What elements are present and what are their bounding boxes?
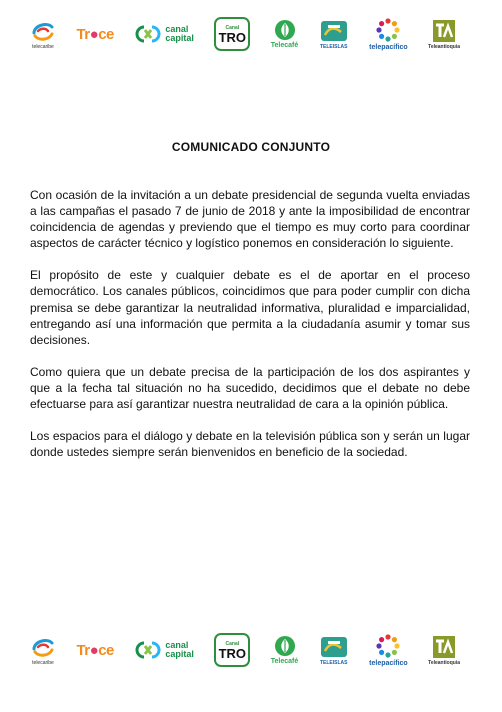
canal-tro-logo bbox=[214, 630, 250, 670]
header-logo-bar bbox=[30, 14, 460, 54]
telecafe-leaf-icon bbox=[274, 19, 296, 41]
canal-capital-line2: capital bbox=[165, 33, 194, 43]
telecafe-leaf-icon bbox=[274, 635, 296, 657]
telecaribe-label: telecaribe bbox=[32, 43, 54, 50]
paragraph: Como quiera que un debate precisa de la participación de los dos aspirantes y que a la fecha tal situación no ha sucedido, decidimos que el debate no debe efectuarse para así garantizar nuestra neutralidad de cara a la opinión pública. bbox=[30, 364, 470, 412]
teleantioquia-label: Teleantioquia bbox=[428, 659, 460, 666]
telepacifico-logo bbox=[369, 14, 408, 54]
teleantioquia-logo bbox=[428, 14, 460, 54]
teleislas-label: TELEISLAS bbox=[319, 43, 348, 50]
telecaribe-logo bbox=[30, 630, 56, 670]
telecafe-label: Telecafé bbox=[270, 658, 299, 665]
canal-capital-line1: canal bbox=[165, 640, 189, 650]
trece-wordmark: Tr●ce bbox=[76, 641, 114, 659]
document-body bbox=[30, 187, 470, 476]
teleantioquia-ta-icon bbox=[432, 635, 456, 659]
canal-capital-logo bbox=[134, 630, 194, 670]
telepacifico-dots-icon bbox=[375, 633, 401, 659]
trece-logo bbox=[76, 14, 113, 54]
canal-capital-line2: capital bbox=[165, 649, 194, 659]
canal-capital-logo bbox=[134, 14, 194, 54]
telecaribe-label: telecaribe bbox=[32, 659, 54, 666]
telecafe-logo bbox=[271, 14, 299, 54]
trece-logo bbox=[76, 630, 113, 670]
telecaribe-swirl-icon bbox=[30, 19, 56, 43]
trece-wordmark: Tr●ce bbox=[76, 25, 114, 43]
trece-o-icon: ● bbox=[89, 641, 99, 659]
teleislas-label: TELEISLAS bbox=[319, 659, 348, 666]
telecaribe-swirl-icon bbox=[30, 635, 56, 659]
telepacifico-label: telepacífico bbox=[369, 660, 408, 667]
trece-o-icon: ● bbox=[89, 25, 99, 43]
canal-capital-cxc-icon bbox=[134, 22, 162, 46]
telepacifico-dots-icon bbox=[375, 17, 401, 43]
telepacifico-logo bbox=[369, 630, 408, 670]
canal-tro-logo bbox=[214, 14, 250, 54]
telepacifico-label: telepacífico bbox=[369, 44, 408, 51]
canal-tro-badge: Canal TRO bbox=[214, 633, 250, 667]
paragraph: Los espacios para el diálogo y debate en la televisión pública son y serán un lugar donde ustedes siempre serán bienvenidos en beneficio de la sociedad. bbox=[30, 429, 470, 460]
teleislas-tv-icon bbox=[319, 19, 349, 43]
document-title: COMUNICADO CONJUNTO bbox=[171, 140, 331, 154]
canal-tro-badge: Canal TRO bbox=[214, 17, 250, 51]
teleantioquia-ta-icon bbox=[432, 19, 456, 43]
teleislas-logo bbox=[319, 14, 349, 54]
teleislas-tv-icon bbox=[319, 635, 349, 659]
teleislas-logo bbox=[319, 630, 349, 670]
telecaribe-logo bbox=[30, 14, 56, 54]
canal-capital-cxc-icon bbox=[134, 638, 162, 662]
footer-logo-bar bbox=[30, 630, 460, 670]
telecafe-logo bbox=[271, 630, 299, 670]
telecafe-label: Telecafé bbox=[270, 42, 299, 49]
paragraph: Con ocasión de la invitación a un debate presidencial de segunda vuelta enviadas a las campañas el pasado 7 de junio de 2018 y ante la imposibilidad de encontrar coincidencia de agendas y previendo que el tiempo es muy corto para coordinar aspectos de carácter técnico y logístico ponemos en consideración lo siguiente. bbox=[30, 188, 470, 251]
paragraph: El propósito de este y cualquier debate es el de aportar en el proceso democrático. Los canales públicos, coincidimos que para poder cumplir con dicha premisa se debe garantizar la neutralidad informativa, pluralidad e imparcialidad, entregando así una información que permita a la ciudadanía asumir y tomar sus decisiones. bbox=[30, 268, 470, 347]
teleantioquia-logo bbox=[428, 630, 460, 670]
canal-capital-line1: canal bbox=[165, 24, 189, 34]
teleantioquia-label: Teleantioquia bbox=[428, 43, 460, 50]
